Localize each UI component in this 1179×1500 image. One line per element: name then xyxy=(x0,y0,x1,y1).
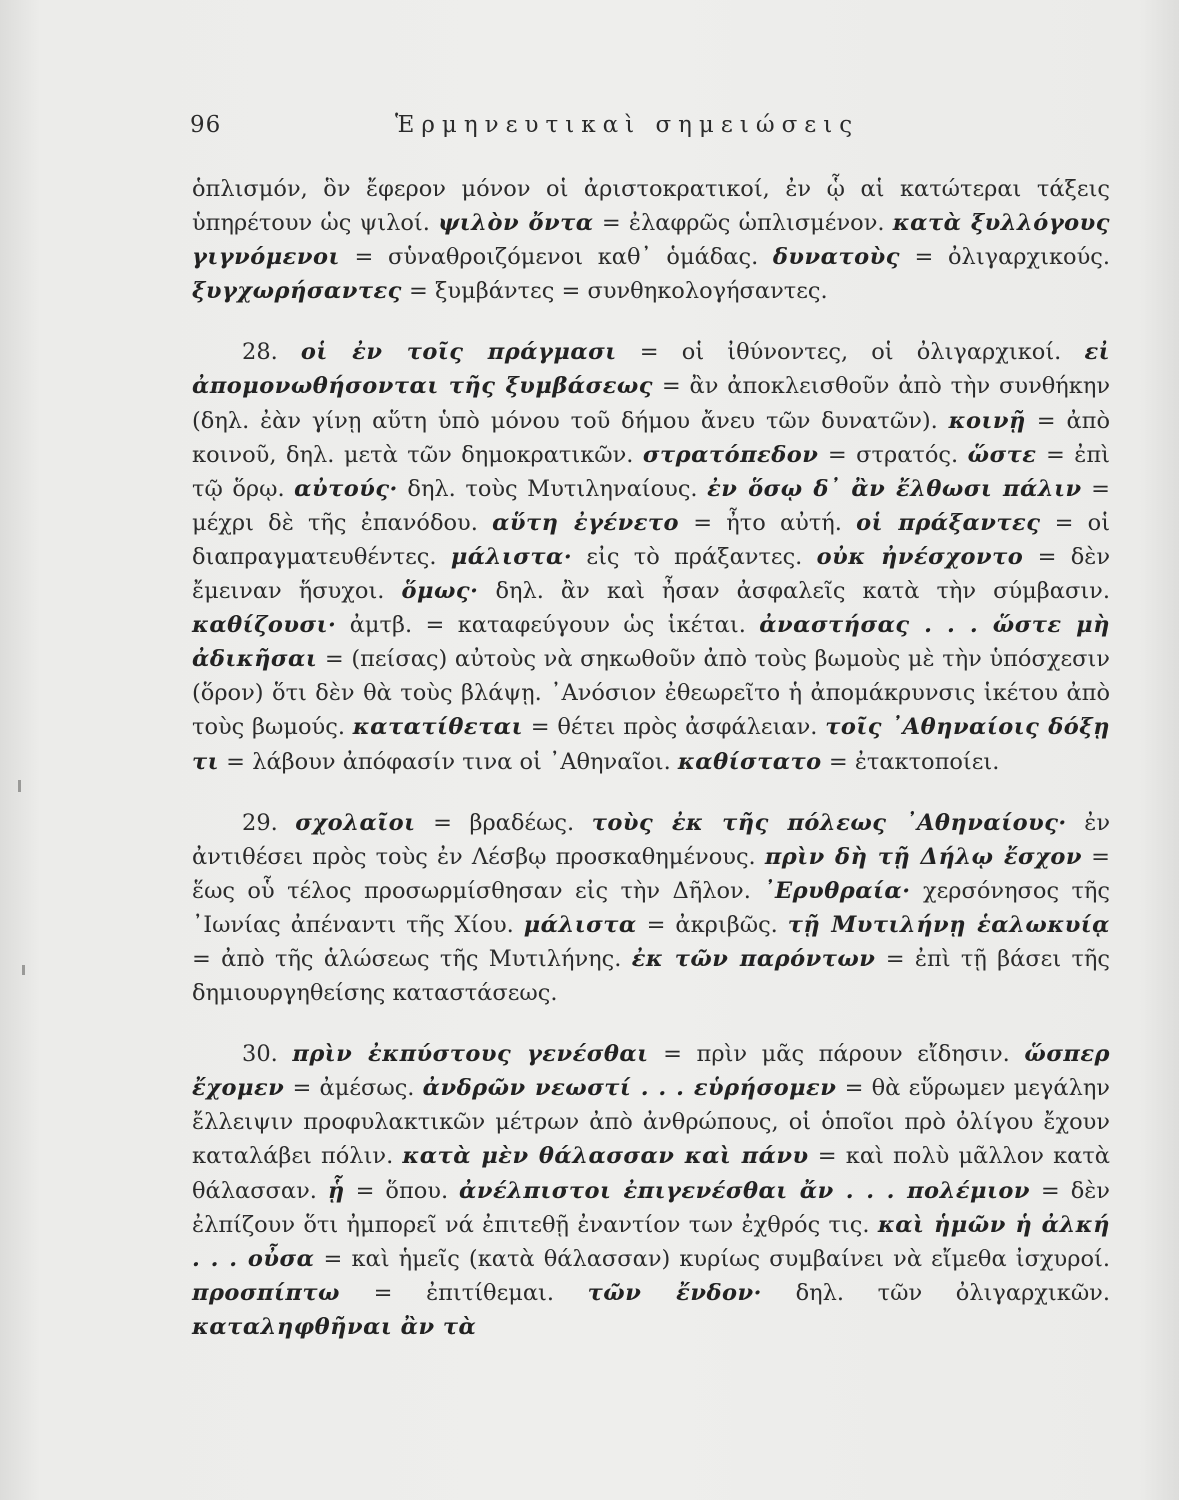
gloss-text: = ξυμβάντες = συνθηκολογήσαντες. xyxy=(401,278,828,305)
page-header xyxy=(190,112,990,152)
running-title: Ἑρμηνευτικαὶ σημειώσεις xyxy=(395,112,860,138)
lemma: αὐτούς· xyxy=(294,475,398,502)
lemma: ἀνδρῶν νεωστί . . . εὑρήσομεν xyxy=(422,1075,837,1102)
gloss-text: ἐν ἀντιθέσει πρὸς τοὺς ἐν Λέσβῳ προσκαθημένους. xyxy=(192,809,1110,870)
lemma: ἀνέλπιστοι ἐπιγενέσθαι ἄν . . . πολέμιον xyxy=(459,1177,1030,1204)
gloss-text: = καὶ πολὺ μᾶλλον κατὰ θάλασσαν. xyxy=(192,1143,1111,1204)
lemma: οὐκ ἠνέσχοντο xyxy=(816,543,1024,570)
lemma: ὥστε xyxy=(967,441,1037,468)
lemma: κοινῇ xyxy=(948,407,1026,434)
gloss-text: εἰς τὸ πράξαντες. xyxy=(572,543,817,570)
gloss-text: = ἐτακτοποίει. xyxy=(821,748,1000,775)
margin-mark xyxy=(18,780,21,792)
paragraph-29 xyxy=(192,806,1110,1011)
gloss-text: = ἀμέσως. xyxy=(284,1075,423,1102)
lemma: κατατίθεται xyxy=(352,714,523,741)
gloss-text: = ἀπὸ κοινοῦ, δηλ. μετὰ τῶν δημοκρατικῶν. xyxy=(192,407,1111,468)
lemma: ὅμως· xyxy=(401,578,479,605)
gloss-text: = ἐπὶ τῇ βάσει τῆς δημιουργηθείσης καταστάσεως. xyxy=(192,945,1110,1007)
lemma: ἐν ὅσῳ δ᾿ ἂν ἔλθωσι πάλιν xyxy=(707,475,1082,502)
lemma: καὶ ἡμῶν ἡ ἀλκή . . . οὖσα xyxy=(192,1211,1110,1272)
paragraph-28 xyxy=(192,335,1110,778)
gloss-text: = ὅπου. xyxy=(344,1177,460,1204)
lemma: κατὰ ξυλλόγους γιγνόμενοι xyxy=(192,210,1110,271)
gloss-text: = λάβουν ἀπόφασίν τινα οἱ ᾿Αθηναῖοι. xyxy=(219,748,678,775)
lemma: σχολαῖοι xyxy=(295,809,416,836)
lemma: αὕτη ἐγένετο xyxy=(492,509,680,536)
lemma: τοῖς ᾿Αθηναίοις δόξῃ τι xyxy=(192,714,1110,775)
lemma: πρὶν ἐκπύστους γενέσθαι xyxy=(292,1041,649,1068)
lemma: ᾿Ερυθραία· xyxy=(763,877,911,904)
page-number: 96 xyxy=(190,112,222,138)
gloss-text: 29. xyxy=(242,809,296,836)
gloss-text: δηλ. τοὺς Μυτιληναίους. xyxy=(397,475,708,502)
lemma: ψιλὸν ὄντα xyxy=(438,210,594,237)
lemma: στρατόπεδον xyxy=(642,441,819,468)
gloss-text: = σὑναθροιζόμενοι καθ᾿ ὁμάδας. xyxy=(339,244,773,271)
lemma: καταληφθῆναι ἂν τὰ xyxy=(192,1313,477,1340)
lemma: ὥσπερ ἔχομεν xyxy=(192,1041,1111,1102)
gloss-text: = πρὶν μᾶς πάρουν εἴδησιν. xyxy=(648,1041,1025,1068)
lemma: καθίστατο xyxy=(677,748,822,775)
gloss-text: = στρατός. xyxy=(818,441,968,468)
gloss-text: ἀμτβ. = καταφεύγουν ὡς ἱκέται. xyxy=(336,612,760,639)
lemma: οἱ πράξαντες xyxy=(856,509,1041,536)
gloss-text: = βραδέως. xyxy=(415,809,592,836)
lemma: μάλιστα xyxy=(523,911,637,938)
gloss-text: = ἀκριβῶς. xyxy=(636,911,788,938)
gloss-text: = ἦτο αὐτή. xyxy=(679,509,857,536)
gloss-text: χερσόνησος τῆς ᾿Ιωνίας ἀπέναντι τῆς Χίου. xyxy=(192,877,1111,938)
gloss-text: ὁπλισμόν, ὃν ἔφερον μόνον οἱ ἀριστοκρατικοί, ἐν ᾧ αἱ κατώτεραι τάξεις ὑπηρέτουν ὡς ψιλοί. xyxy=(192,176,1110,237)
gloss-text: = ὀλιγαρχικούς. xyxy=(899,244,1111,271)
gloss-text: 28. xyxy=(242,339,301,366)
commentary-text xyxy=(192,172,1110,1344)
gloss-text: δηλ. τῶν ὀλιγαρχικῶν. xyxy=(761,1279,1110,1306)
gloss-text: = ἂν ἀποκλεισθοῦν ἀπὸ τὴν συνθήκην (δηλ. ἐὰν γίνῃ αὕτη ὑπὸ μόνου τοῦ δήμου ἄνευ τῶν δυνατῶν). xyxy=(192,373,1110,434)
paragraph-30 xyxy=(192,1037,1110,1344)
gloss-text: = ἀπὸ τῆς ἁλώσεως τῆς Μυτιλήνης. xyxy=(192,945,632,972)
gloss-text: = (πείσας) αὐτοὺς νὰ σηκωθοῦν ἀπὸ τοὺς βωμοὺς μὲ τὴν ὑπόσχεσιν (ὅρον) ὅτι δὲν θὰ τοὺς βλάψῃ. ᾿Ανόσιον ἐθεωρεῖτο ἡ ἀπομάκρυνσις ἱκέτου ἀπὸ τοὺς βωμούς. xyxy=(192,646,1110,741)
lemma: ἐκ τῶν παρόντων xyxy=(631,945,876,972)
lemma: ξυγχωρήσαντες xyxy=(192,278,402,305)
lemma: πρὶν δὴ τῇ Δήλῳ ἔσχον xyxy=(764,843,1083,870)
gloss-text: = μέχρι δὲ τῆς ἐπανόδου. xyxy=(192,475,1110,536)
lemma: μάλιστα· xyxy=(450,543,573,570)
lemma: δυνατοὺς xyxy=(772,244,900,271)
lemma: ἀναστήσας . . . ὥστε μὴ ἀδικῆσαι xyxy=(192,612,1110,673)
gloss-text: = δὲν ἔμειναν ἥσυχοι. xyxy=(192,543,1110,605)
lemma: τῇ Μυτιλήνῃ ἑαλωκυίᾳ xyxy=(787,911,1111,938)
lemma: οἱ ἐν τοῖς πράγμασι xyxy=(300,339,617,366)
margin-mark xyxy=(22,965,25,975)
paragraph-continuation xyxy=(192,172,1110,308)
lemma: κατὰ μὲν θάλασσαν καὶ πάνυ xyxy=(402,1143,809,1170)
lemma: εἰ ἀπομονωθήσονται τῆς ξυμβάσεως xyxy=(192,339,1111,400)
lemma: προσπίπτω xyxy=(192,1279,340,1306)
lemma: τῶν ἔνδον· xyxy=(587,1279,762,1306)
lemma: ᾗ xyxy=(327,1177,345,1204)
gloss-text: = καὶ ἡμεῖς (κατὰ θάλασσαν) κυρίως συμβαίνει νὰ εἴμεθα ἰσχυροί. xyxy=(314,1245,1110,1272)
gloss-text: = οἱ διαπραγματευθέντες. xyxy=(192,509,1111,570)
gloss-text: = θέτει πρὸς ἀσφάλειαν. xyxy=(522,714,826,741)
gloss-text: = θὰ εὕρωμεν μεγάλην ἔλλειψιν προφυλακτικῶν μέτρων ἀπὸ ἀνθρώπους, οἱ ὁποῖοι πρὸ ὀλίγου ἔχουν καταλάβει πόλιν. xyxy=(192,1075,1110,1170)
gloss-text: 30. xyxy=(242,1041,293,1068)
lemma: τοὺς ἐκ τῆς πόλεως ᾿Αθηναίους· xyxy=(591,809,1067,836)
gloss-text: = οἱ ἰθύνοντες, οἱ ὀλιγαρχικοί. xyxy=(616,339,1085,366)
gloss-text: = ἐπὶ τῷ ὅρῳ. xyxy=(192,441,1110,502)
gloss-text: = δὲν ἐλπίζουν ὅτι ἠμπορεῖ νά ἐπιτεθῇ ἐναντίον των ἐχθρός τις. xyxy=(192,1177,1110,1238)
gloss-text: = ἕως οὗ τέλος προσωρμίσθησαν εἰς τὴν Δῆλον. xyxy=(192,843,1110,904)
gloss-text: δηλ. ἂν καὶ ἦσαν ἀσφαλεῖς κατὰ τὴν σύμβασιν. xyxy=(478,578,1110,605)
gloss-text: = ἐπιτίθεμαι. xyxy=(339,1279,588,1306)
gloss-text: = ἐλαφρῶς ὡπλισμένον. xyxy=(593,210,893,237)
lemma: καθίζουσι· xyxy=(192,612,337,639)
